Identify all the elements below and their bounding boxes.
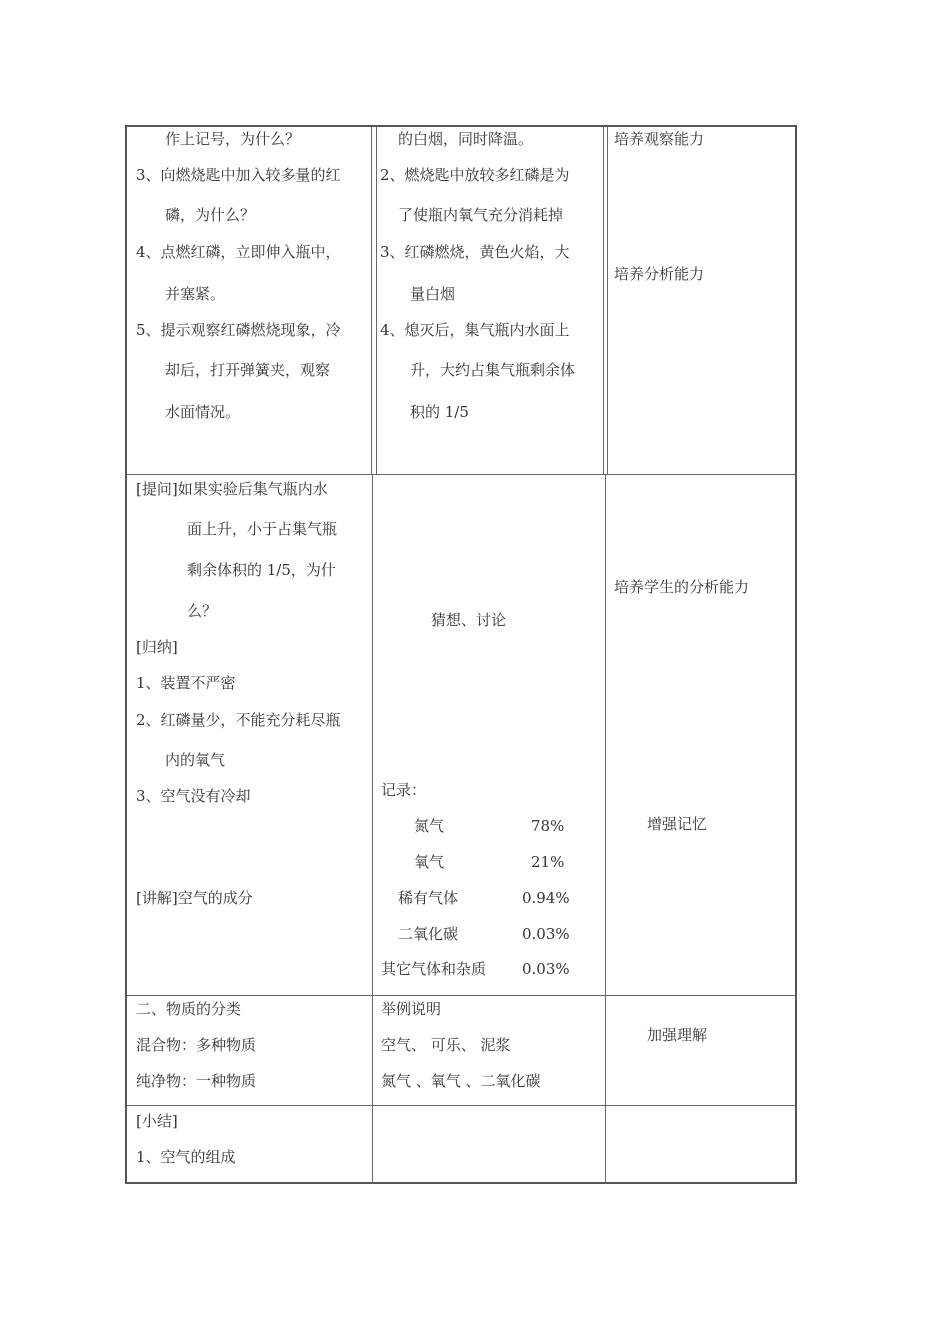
- text-line: 2、燃烧匙中放较多红磷是为: [380, 166, 570, 184]
- text-line: 培养分析能力: [614, 265, 705, 283]
- text-line: [讲解]空气的成分: [136, 889, 253, 907]
- text-line: [小结]: [136, 1112, 178, 1130]
- text-line: 么？: [187, 602, 218, 620]
- text-line: 空气、 可乐、 泥浆: [381, 1036, 511, 1054]
- text-line: 培养观察能力: [614, 130, 705, 148]
- text-line: 增强记忆: [647, 815, 708, 833]
- text-line: 内的氧气: [165, 751, 226, 769]
- text-line: 举例说明: [381, 1000, 442, 1018]
- text-line: 4、点燃红磷，立即伸入瓶中，: [136, 243, 341, 261]
- gas-percent: 21%: [531, 853, 565, 871]
- gas-percent: 78%: [531, 817, 565, 835]
- gas-percent: 0.03%: [522, 925, 570, 943]
- text-line: 积的 1/5: [410, 403, 469, 421]
- text-line: 量白烟: [410, 285, 456, 303]
- column-separator: [371, 127, 372, 474]
- column-separator: [372, 474, 373, 1184]
- text-line: 加强理解: [647, 1026, 708, 1044]
- text-line: 水面情况。: [165, 403, 241, 421]
- text-line: 升，大约占集气瓶剩余体: [410, 361, 576, 379]
- column-separator: [607, 127, 608, 474]
- text-line: 1、空气的组成: [136, 1148, 236, 1166]
- discussion-label: 猜想、讨论: [431, 611, 507, 629]
- gas-name: 稀有气体: [398, 889, 459, 907]
- text-line: 3、红磷燃烧，黄色火焰，大: [380, 243, 570, 261]
- text-line: 磷，为什么？: [165, 206, 256, 224]
- gas-percent: 0.94%: [522, 889, 570, 907]
- record-label: 记录：: [381, 781, 427, 799]
- text-line: 氮气 、氧气 、二氧化碳: [381, 1072, 541, 1090]
- text-line: [提问]如果实验后集气瓶内水: [136, 480, 328, 498]
- text-line: 3、向燃烧匙中加入较多量的红: [136, 166, 341, 184]
- gas-name: 氮气: [414, 817, 445, 835]
- text-line: 3、空气没有冷却: [136, 787, 251, 805]
- text-line: 混合物：多种物质: [136, 1036, 257, 1054]
- text-line: 1、装置不严密: [136, 674, 236, 692]
- row-separator: [127, 1105, 795, 1106]
- text-line: 却后，打开弹簧夹，观察: [165, 361, 331, 379]
- text-line: [归纳]: [136, 638, 178, 656]
- text-line: 了使瓶内氧气充分消耗掉: [398, 206, 564, 224]
- column-separator: [376, 127, 377, 474]
- gas-name: 其它气体和杂质: [381, 960, 487, 978]
- text-line: 4、熄灭后，集气瓶内水面上: [380, 321, 570, 339]
- text-line: 培养学生的分析能力: [614, 578, 750, 596]
- column-separator: [603, 127, 604, 474]
- text-line: 5、提示观察红磷燃烧现象，冷: [136, 321, 341, 339]
- text-line: 并塞紧。: [165, 285, 226, 303]
- text-line: 二、物质的分类: [136, 1000, 242, 1018]
- text-line: 作上记号，为什么？: [165, 130, 301, 148]
- column-separator: [605, 474, 606, 1184]
- text-line: 的白烟，同时降温。: [398, 130, 534, 148]
- text-line: 剩余体积的 1/5，为什: [187, 561, 336, 579]
- gas-percent: 0.03%: [522, 960, 570, 978]
- row-separator: [127, 995, 795, 996]
- row-separator: [127, 474, 795, 475]
- text-line: 面上升，小于占集气瓶: [187, 520, 338, 538]
- gas-name: 二氧化碳: [398, 925, 459, 943]
- text-line: 纯净物：一种物质: [136, 1072, 257, 1090]
- gas-name: 氧气: [414, 853, 445, 871]
- text-line: 2、红磷量少，不能充分耗尽瓶: [136, 711, 341, 729]
